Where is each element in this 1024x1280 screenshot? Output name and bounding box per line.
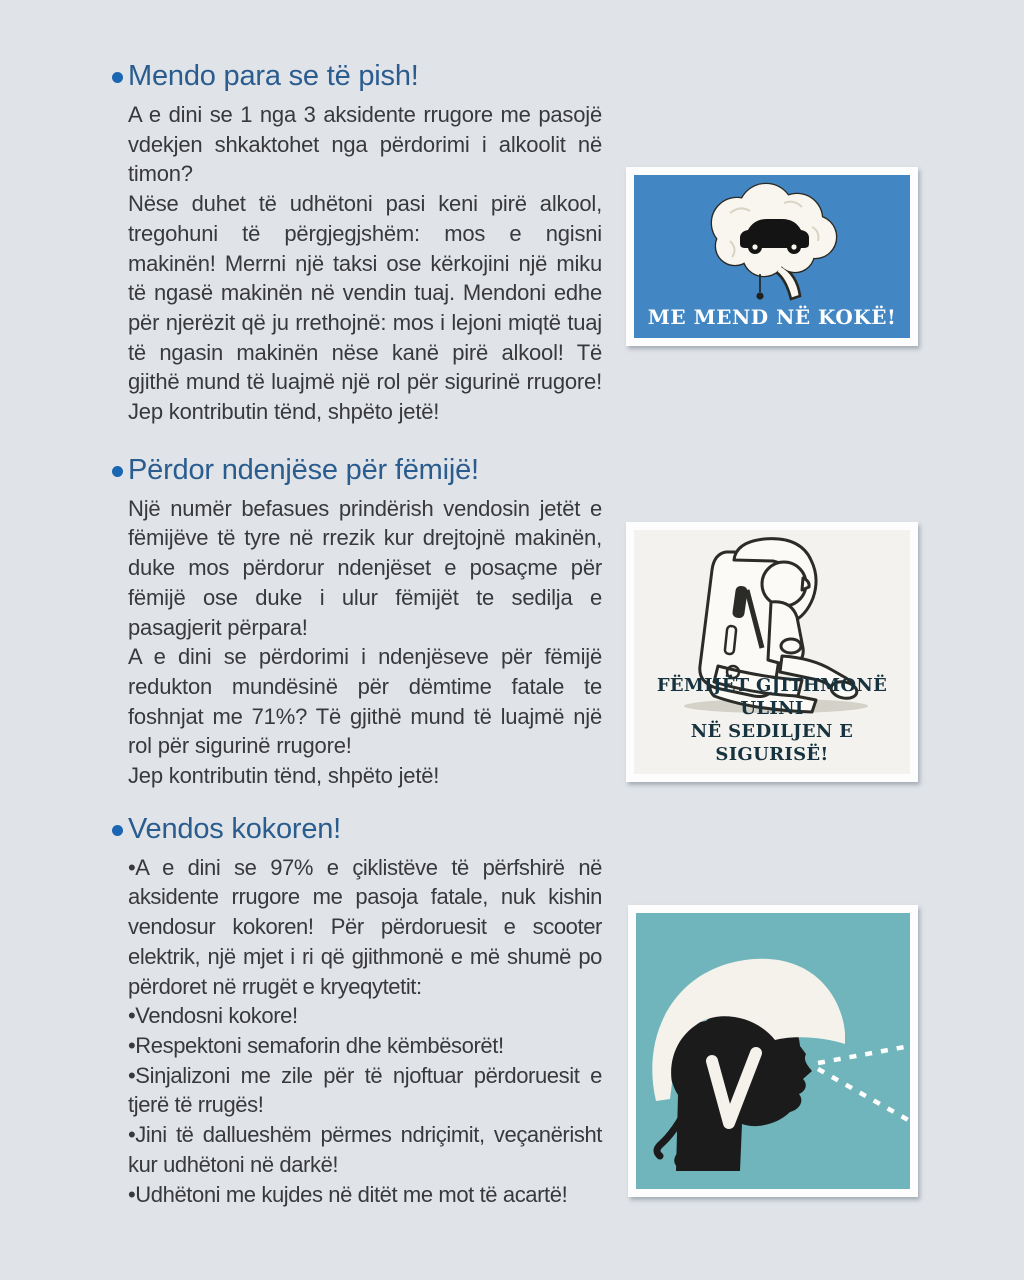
poster-child-seat bbox=[626, 522, 918, 782]
section-title-text: Mendo para se të pish! bbox=[128, 60, 419, 92]
text-column bbox=[112, 60, 602, 1209]
paragraph: A e dini se përdorimi i ndenjëseve për fëmijë redukton mundësinë për dëmtime fatale te foshnjat me 71%? Të gjithë mund të luajmë një rol për sigurinë rrugore! bbox=[128, 644, 602, 759]
section-body bbox=[112, 100, 602, 427]
bullet-icon bbox=[112, 466, 123, 477]
poster-canvas bbox=[634, 175, 910, 338]
section-title-helmet bbox=[112, 813, 602, 846]
section-helmet bbox=[112, 813, 602, 1209]
poster-caption: ME MEND NË KOKË! bbox=[647, 305, 897, 329]
poster-caption bbox=[634, 674, 910, 766]
list-item: •Sinjalizoni me zile për të njoftuar përdoruesit e tjerë të rrugës! bbox=[128, 1062, 602, 1118]
list-item: •Respektoni semaforin dhe këmbësorët! bbox=[128, 1032, 504, 1058]
paragraph: Një numër befasues prindërish vendosin jetët e fëmijëve të tyre në rrezik kur drejtojnë makinën, duke mos përdorur ndenjëset e posaçme për fëmijë ose duke i ulur fëmijët te sedilja e pasagjerit përpara! bbox=[128, 495, 602, 640]
poster-drink-driving bbox=[626, 167, 918, 346]
paragraph: A e dini se 1 nga 3 aksidente rrugore me pasojë vdekjen shkaktohet nga përdorimi i alkoolit në timon? bbox=[128, 102, 602, 187]
poster-canvas bbox=[634, 530, 910, 774]
bullet-icon bbox=[112, 825, 123, 836]
section-title-text: Vendos kokoren! bbox=[128, 812, 342, 845]
section-child-seat bbox=[112, 454, 602, 791]
section-title-text: Përdor ndenjëse për fëmijë! bbox=[128, 453, 479, 486]
section-title-child-seat bbox=[112, 454, 602, 487]
paragraph: •A e dini se 97% e çiklistëve të përfshirë në aksidente rrugore me pasoja fatale, nuk kishin vendosur kokoren! Për përdoruesit e scooter elektrik, një mjet i ri që gjithmonë e më shumë po përdoret në rrugët e kryeqytetit: bbox=[128, 854, 602, 999]
section-title-drink-driving bbox=[112, 60, 602, 93]
paragraph: Nëse duhet të udhëtoni pasi keni pirë alkool, tregohuni të përgjegjshëm: mos e ngisni makinën! Merrni një taksi ose kërkojini një miku të ngasë makinën në vendin tuaj. Mendoni edhe për njerëzit që ju rrethojnë: mos i lejoni miqtë tuaj të ngasin makinën nëse kanë pirë alkool! Të gjithë mund të luajmë një rol për sigurinë rrugore! Jep kontributin tënd, shpëto jetë! bbox=[128, 191, 602, 425]
list-item: •Jini të dallueshëm përmes ndriçimit, veçanërisht kur udhëtoni në darkë! bbox=[128, 1122, 602, 1177]
list-item: •Vendosni kokore! bbox=[128, 1003, 298, 1029]
helmet-head-icon bbox=[636, 913, 910, 1189]
paragraph: Jep kontributin tënd, shpëto jetë! bbox=[128, 763, 440, 789]
poster-caption-line1: FËMIJËT GJITHMONË ULINI bbox=[656, 675, 888, 719]
list-item: •Udhëtoni me kujdes në ditët me mot të acartë! bbox=[128, 1181, 568, 1207]
poster-caption-line2: NË SEDILJEN E SIGURISË! bbox=[690, 721, 854, 765]
bullet-icon bbox=[112, 72, 123, 83]
section-body bbox=[112, 494, 602, 791]
brain-with-car-icon bbox=[634, 175, 910, 303]
poster-canvas bbox=[636, 913, 910, 1189]
poster-helmet bbox=[628, 905, 918, 1197]
section-body bbox=[112, 853, 602, 1209]
section-drink-driving bbox=[112, 60, 602, 427]
